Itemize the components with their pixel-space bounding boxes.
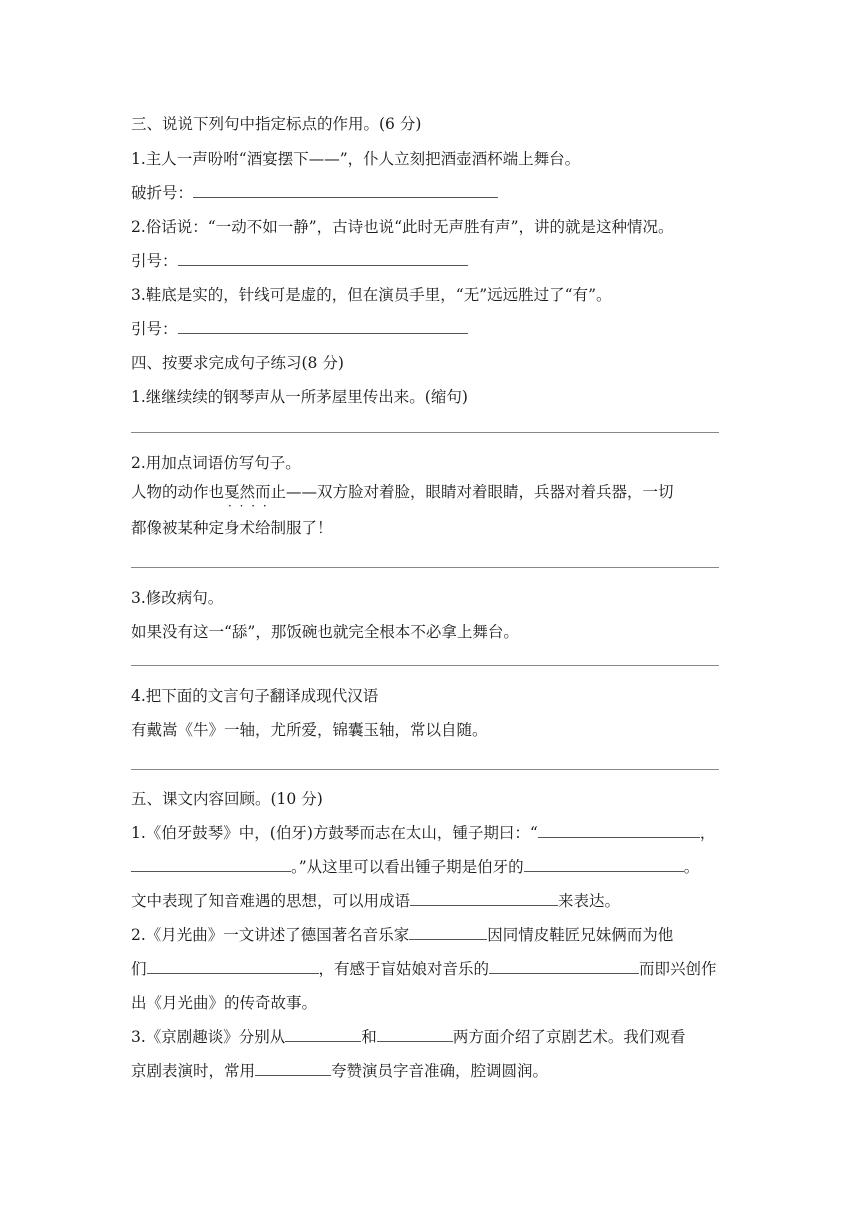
- s5-q1-line-c: [131, 891, 620, 911]
- answer-blank[interactable]: [178, 319, 468, 334]
- section-3-title: 三、说说下列句中指定标点的作用。(6 分): [131, 115, 422, 133]
- s5-q3-line-a: [131, 1027, 685, 1047]
- answer-blank[interactable]: [524, 857, 684, 872]
- s4-q3-sentence: 如果没有这一“舔”，那饭碗也就完全根本不必拿上舞台。: [131, 623, 519, 641]
- quote-label: 引号：: [131, 320, 178, 338]
- s4-question-3: 3.修改病句。: [131, 589, 224, 607]
- s3-question-1: 1.主人一声吩咐“酒宴摆下——”，仆人立刻把酒壶酒杯端上舞台。: [131, 150, 581, 168]
- question-text: 1.《伯牙鼓琴》中，(伯牙)方鼓琴而志在太山，锺子期曰：“: [131, 824, 538, 842]
- answer-blank[interactable]: [489, 959, 639, 974]
- punct: ，: [699, 824, 716, 842]
- answer-blank[interactable]: [410, 891, 558, 906]
- question-text: 京剧表演时，常用: [131, 1062, 256, 1080]
- s4-q2-sentence-a: [131, 482, 674, 502]
- answer-line[interactable]: [131, 566, 719, 568]
- quote-label: 引号：: [131, 252, 178, 270]
- s5-q1-line-a: [131, 823, 715, 843]
- s5-q2-line-c: 出《月光曲》的传奇故事。: [131, 994, 318, 1012]
- s3-question-2: 2.俗话说：“一动不如一静”，古诗也说“此时无声胜有声”，讲的就是这种情况。: [131, 218, 674, 236]
- section-4-title: 四、按要求完成句子练习(8 分): [131, 354, 344, 372]
- section-5-title: 五、课文内容回顾。(10 分): [131, 790, 323, 808]
- question-text: 文中表现了知音难遇的思想，可以用成语: [131, 892, 411, 910]
- s4-question-2: 2.用加点词语仿写句子。: [131, 454, 301, 472]
- s3-answer-1-row: [131, 183, 498, 203]
- s5-q2-line-a: [131, 925, 673, 945]
- answer-line[interactable]: [131, 664, 719, 666]
- answer-blank[interactable]: [409, 925, 487, 940]
- question-text: 夸赞演员字音准确，腔调圆润。: [331, 1062, 549, 1080]
- answer-blank[interactable]: [178, 251, 468, 266]
- question-text: 两方面介绍了京剧艺术。我们观看: [452, 1028, 686, 1046]
- s4-q4-sentence: 有戴嵩《牛》一轴，尤所爱，锦囊玉轴，常以自随。: [131, 721, 488, 739]
- s3-answer-3-row: [131, 319, 468, 339]
- s3-answer-2-row: [131, 251, 468, 271]
- question-text: 2.《月光曲》一文讲述了德国著名音乐家: [131, 926, 410, 944]
- s4-q2-sentence-b: 都像被某种定身术给制服了！: [131, 519, 333, 537]
- dotted-phrase: 戛然而止 · ·: [224, 482, 286, 502]
- sentence-text: ——双方脸对着脸，眼睛对着眼睛，兵器对着兵器，一切: [286, 483, 674, 501]
- s3-question-3: 3.鞋底是实的，针线可是虚的，但在演员手里，“无”远远胜过了“有”。: [131, 286, 612, 304]
- dash-label: 破折号：: [131, 184, 194, 202]
- answer-blank[interactable]: [377, 1027, 453, 1042]
- answer-blank[interactable]: [131, 857, 291, 872]
- answer-line[interactable]: [131, 768, 719, 770]
- question-text: 和: [361, 1028, 377, 1046]
- s4-question-1: 1.继继续续的钢琴声从一所茅屋里传出来。(缩句): [131, 388, 468, 406]
- answer-blank[interactable]: [285, 1027, 361, 1042]
- question-text: 。”从这里可以看出锺子期是伯牙的: [291, 858, 524, 876]
- question-text: 来表达。: [558, 892, 621, 910]
- s5-q1-line-b: [131, 857, 699, 877]
- s5-q3-line-b: [131, 1061, 548, 1081]
- answer-blank[interactable]: [538, 823, 700, 838]
- question-text: 3.《京剧趣谈》分别从: [131, 1028, 286, 1046]
- punct: 。: [683, 858, 700, 876]
- question-text: 因同情皮鞋匠兄妹俩而为他: [487, 926, 674, 944]
- answer-line[interactable]: [131, 431, 719, 433]
- answer-blank[interactable]: [147, 959, 319, 974]
- answer-blank[interactable]: [255, 1061, 331, 1076]
- s4-question-4: 4.把下面的文言句子翻译成现代汉语: [131, 687, 379, 705]
- question-text: 们: [131, 960, 147, 978]
- answer-blank[interactable]: [193, 183, 498, 198]
- question-text: ，有感于盲姑娘对音乐的: [318, 960, 490, 978]
- s5-q2-line-b: [131, 959, 717, 979]
- sentence-text: 人物的动作也: [131, 483, 225, 501]
- question-text: 而即兴创作: [639, 960, 717, 978]
